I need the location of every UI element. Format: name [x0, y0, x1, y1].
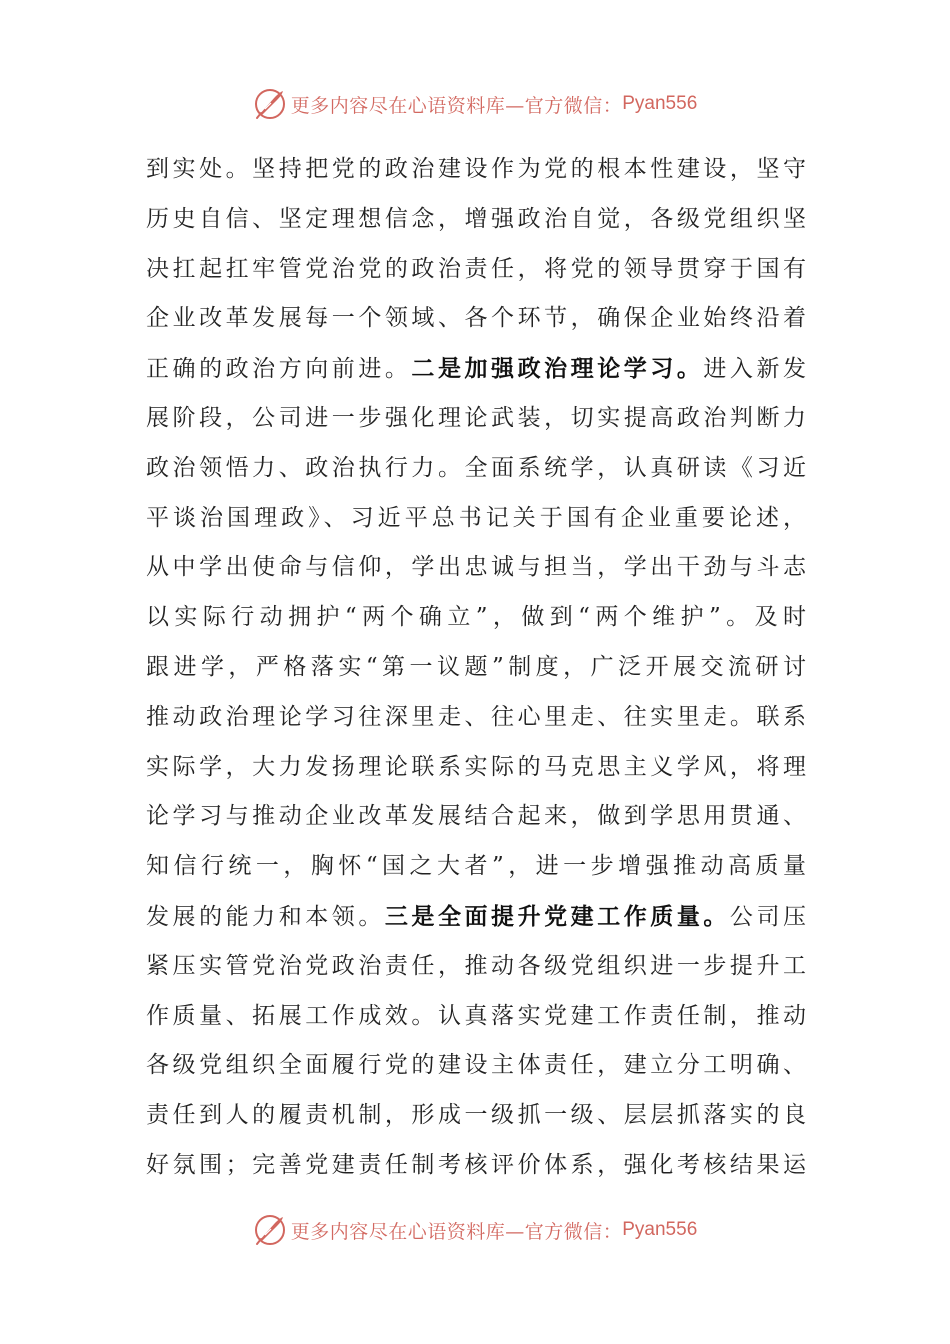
body-line-text: 发展的能力和本领。 — [146, 903, 385, 930]
body-line — [146, 344, 806, 394]
body-line-text: 跟进学，严格落实“第一议题”制度，广泛开展交流研讨 — [146, 653, 806, 680]
body-line-text: 责任到人的履责机制，形成一级抓一级、层层抓落实的良 — [146, 1102, 806, 1129]
body-line — [146, 444, 806, 494]
document-body — [146, 145, 806, 1191]
watermark-wechat-id: Pyan556 — [622, 93, 698, 114]
section-heading: 二是加强政治理论学习。 — [411, 355, 704, 383]
watermark-site-text: 更多内容尽在心语资料库—官方微信： — [290, 94, 623, 117]
body-line — [146, 743, 806, 793]
body-line-text: 展阶段，公司进一步强化理论武装，切实提高政治判断力 — [146, 404, 806, 431]
body-line — [146, 1041, 806, 1091]
body-line-text: 实际学，大力发扬理论联系实际的马克思主义学风，将理 — [146, 753, 806, 780]
body-line — [146, 494, 806, 544]
body-line — [146, 145, 806, 195]
body-line — [146, 543, 806, 593]
watermark-banner-top — [0, 84, 950, 124]
body-line — [146, 792, 806, 842]
body-line-text: 从中学出使命与信仰，学出忠诚与担当，学出干劲与斗志 — [146, 554, 806, 581]
body-line — [146, 1091, 806, 1141]
watermark-wechat-id: Pyan556 — [622, 1219, 698, 1240]
body-line — [146, 643, 806, 693]
body-line-text: 公司压 — [729, 903, 806, 930]
body-line — [146, 195, 806, 245]
watermark-site-text: 更多内容尽在心语资料库—官方微信： — [290, 1220, 623, 1243]
body-line — [146, 593, 806, 643]
body-line-text: 政治领悟力、政治执行力。全面系统学，认真研读《习近 — [146, 454, 806, 481]
body-line-text: 知信行统一，胸怀“国之大者”，进一步增强推动高质量 — [146, 853, 806, 880]
body-line-text: 论学习与推动企业改革发展结合起来，做到学思用贯通、 — [146, 803, 806, 830]
body-line — [146, 394, 806, 444]
body-line-text: 作质量、拓展工作成效。认真落实党建工作责任制，推动 — [146, 1002, 806, 1029]
body-line-text: 好氛围；完善党建责任制考核评价体系，强化考核结果运 — [146, 1151, 806, 1178]
body-line-text: 平谈治国理政》、习近平总书记关于国有企业重要论述， — [146, 504, 806, 531]
body-line-text: 企业改革发展每一个领域、各个环节，确保企业始终沿着 — [146, 305, 806, 332]
body-line — [146, 942, 806, 992]
body-line-text: 历史自信、坚定理想信念，增强政治自觉，各级党组织坚 — [146, 205, 806, 232]
body-line-text: 进入新发 — [703, 356, 806, 383]
body-line — [146, 1141, 806, 1191]
section-heading: 三是全面提升党建工作质量。 — [384, 902, 730, 930]
body-line-text: 各级党组织全面履行党的建设主体责任，建立分工明确、 — [146, 1052, 806, 1079]
body-line-text: 正确的政治方向前进。 — [146, 356, 412, 383]
quill-logo-icon — [253, 87, 287, 121]
body-line-text: 推动政治理论学习往深里走、往心里走、往实里走。联系 — [146, 703, 806, 730]
body-line — [146, 992, 806, 1042]
watermark-banner-bottom — [0, 1210, 950, 1250]
body-line — [146, 294, 806, 344]
body-line — [146, 892, 806, 942]
body-line — [146, 842, 806, 892]
body-line-text: 以实际行动拥护“两个确立”，做到“两个维护”。及时 — [146, 604, 806, 631]
body-line — [146, 245, 806, 295]
body-line-text: 决扛起扛牢管党治党的政治责任，将党的领导贯穿于国有 — [146, 255, 806, 282]
body-line-text: 紧压实管党治党政治责任，推动各级党组织进一步提升工 — [146, 952, 806, 979]
quill-logo-icon — [253, 1213, 287, 1247]
body-line — [146, 693, 806, 743]
body-line-text: 到实处。坚持把党的政治建设作为党的根本性建设，坚守 — [146, 156, 806, 182]
